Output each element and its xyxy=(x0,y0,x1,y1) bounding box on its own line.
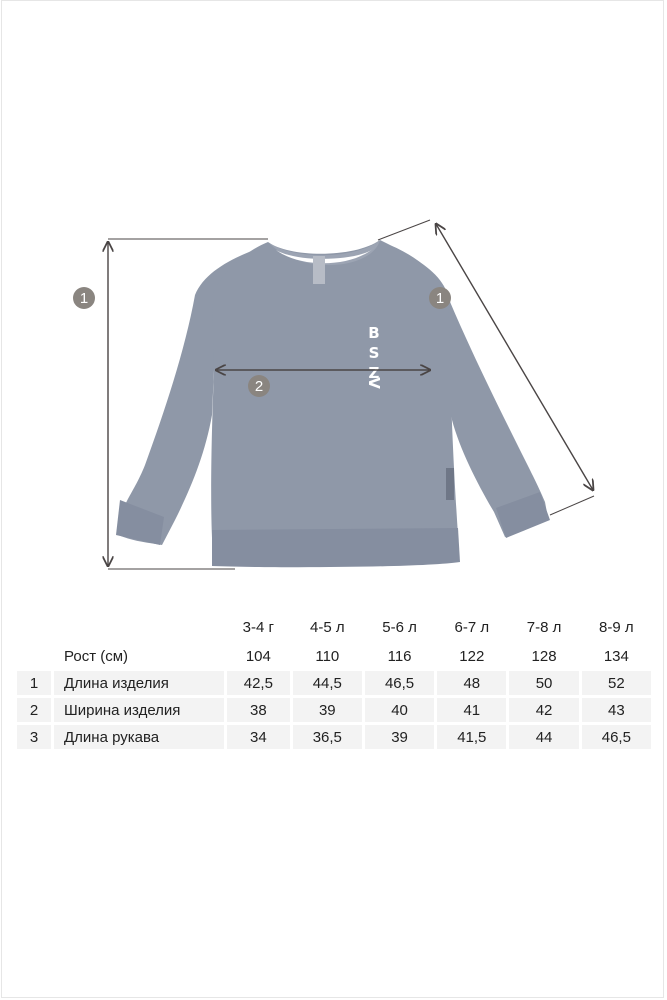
size-table xyxy=(14,610,654,752)
size-header-row xyxy=(17,613,651,641)
sweatshirt xyxy=(116,240,550,567)
row-number: 2 xyxy=(17,698,51,722)
table-cell: 104 xyxy=(245,647,271,665)
row-number: 3 xyxy=(17,725,51,749)
header-label-cell xyxy=(54,613,224,641)
size-header: 4-5 л xyxy=(310,618,345,636)
size-header: 6-7 л xyxy=(454,618,490,636)
table-cell: 122 xyxy=(459,647,485,665)
table-cell: 42 xyxy=(509,698,578,722)
row-label: Длина рукава xyxy=(54,725,224,749)
size-header: 8-9 л xyxy=(599,618,634,636)
size-header: 5-6 л xyxy=(382,618,417,636)
table-cell: 50 xyxy=(509,671,578,695)
garment-illustration xyxy=(0,200,667,590)
table-cell: 44 xyxy=(509,725,578,749)
table-row-width xyxy=(17,698,651,722)
row-number xyxy=(17,644,51,668)
length-badge-number: 1 xyxy=(79,290,89,307)
table-cell: 41 xyxy=(437,698,506,722)
table-cell: 134 xyxy=(603,647,629,665)
table-row-height xyxy=(17,644,651,668)
sleeve-badge-number: 1 xyxy=(435,290,445,307)
table-cell: 44,5 xyxy=(293,671,362,695)
table-cell: 116 xyxy=(387,647,412,665)
size-header: 7-8 л xyxy=(526,618,562,636)
table-cell: 46,5 xyxy=(365,671,434,695)
row-label: Рост (см) xyxy=(64,647,129,665)
table-cell: 46,5 xyxy=(582,725,651,749)
neck-label xyxy=(313,256,325,284)
brand-letter-b: B xyxy=(368,324,382,342)
side-tag xyxy=(446,468,454,500)
torso xyxy=(211,240,458,538)
table-row-sleeve xyxy=(17,725,651,749)
table-cell: 39 xyxy=(293,698,362,722)
table-cell: 128 xyxy=(531,647,557,665)
width-badge-number: 2 xyxy=(254,378,264,395)
table-cell: 40 xyxy=(365,698,434,722)
table-cell: 36,5 xyxy=(293,725,362,749)
table-cell: 48 xyxy=(437,671,506,695)
table-cell: 110 xyxy=(315,647,340,665)
table-row-length xyxy=(17,671,651,695)
brand-letter-v: V xyxy=(365,377,383,391)
row-label: Длина изделия xyxy=(54,671,224,695)
waistband xyxy=(212,528,460,567)
table-cell: 34 xyxy=(227,725,290,749)
table-cell: 39 xyxy=(365,725,434,749)
table-cell: 52 xyxy=(582,671,651,695)
table-cell: 43 xyxy=(582,698,651,722)
brand-letter-s: S xyxy=(368,344,382,362)
row-number: 1 xyxy=(17,671,51,695)
table-cell: 42,5 xyxy=(227,671,290,695)
row-label: Ширина изделия xyxy=(54,698,224,722)
table-cell: 38 xyxy=(227,698,290,722)
sleeve-top-guide xyxy=(378,220,430,240)
brand-letter-z: Z xyxy=(368,364,382,382)
header-number-cell xyxy=(17,613,51,641)
size-header: 3-4 г xyxy=(242,618,274,636)
table-cell: 41,5 xyxy=(437,725,506,749)
sleeve-bottom-guide xyxy=(550,496,594,515)
